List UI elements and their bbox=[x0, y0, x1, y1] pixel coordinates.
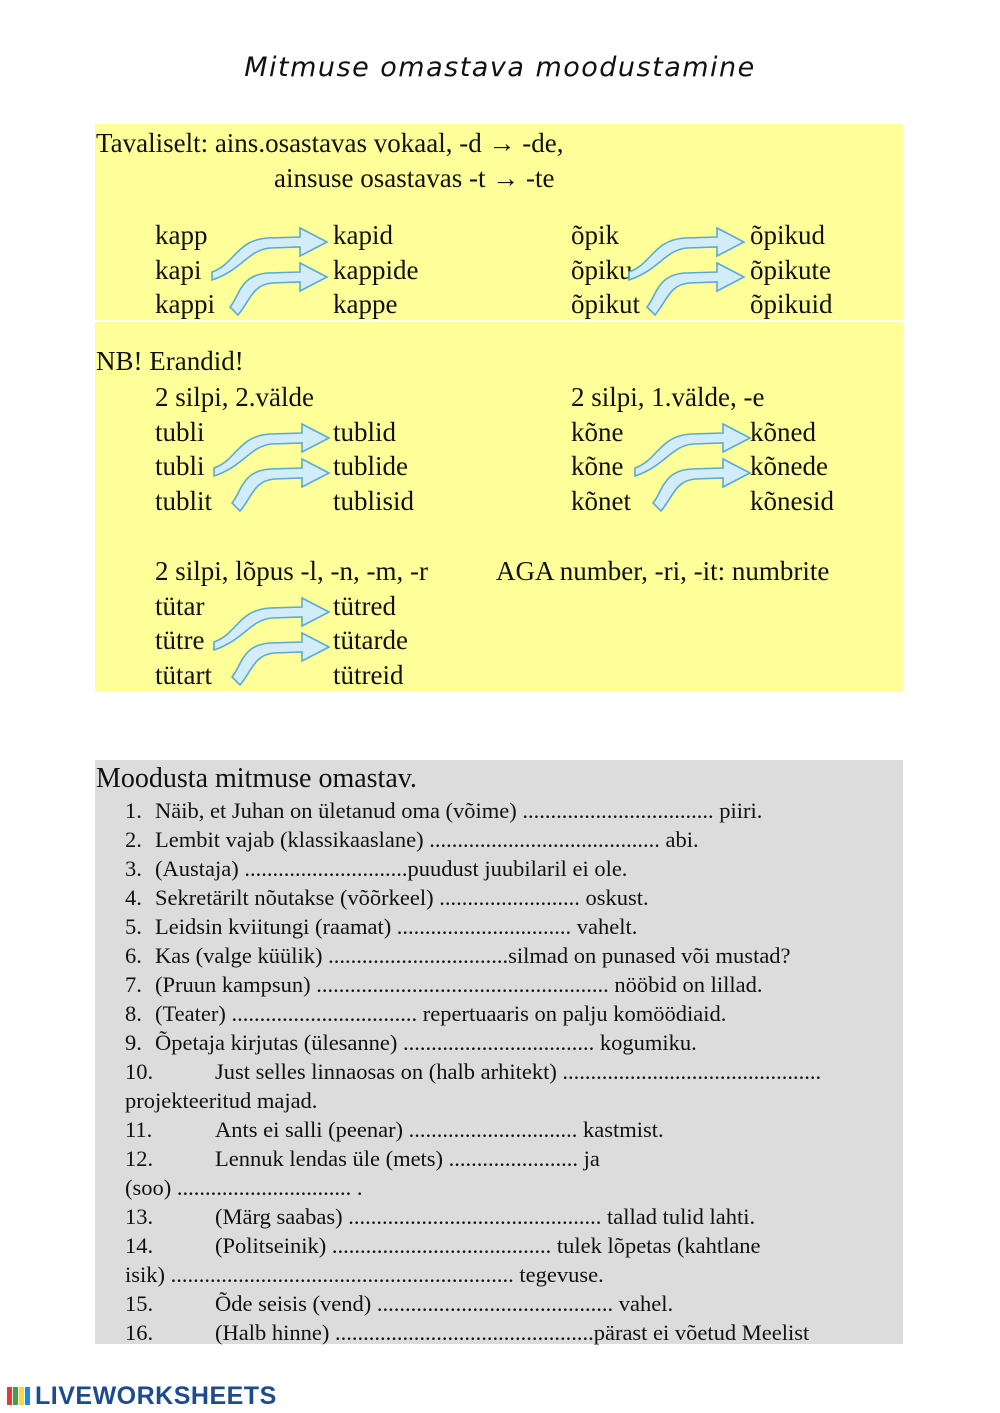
word-left: kõne bbox=[571, 417, 624, 447]
word-right: kappe bbox=[333, 289, 398, 319]
exercise-item: 16. (Halb hinne) ..............................................pärast ei võetud Meelist bbox=[125, 1320, 810, 1345]
logo-text: LIVEWORKSHEETS bbox=[35, 1381, 277, 1410]
exercise-item: 11. Ants ei salli (peenar) .............................. kastmist. bbox=[125, 1117, 664, 1142]
exercise-item: 13. (Märg saabas) ............................................. tallad tulid lahti. bbox=[125, 1204, 756, 1229]
exceptions-subheading: 2 silpi, 2.välde bbox=[155, 382, 314, 412]
exercise-item: 6. Kas (valge küülik) ................................silmad on punased või mustad? bbox=[125, 943, 791, 968]
word-right: kappide bbox=[333, 255, 419, 285]
word-left: kapi bbox=[155, 255, 202, 285]
word-right: tütarde bbox=[333, 625, 408, 655]
exercise-text: Lennuk lendas üle (mets) ....................... ja bbox=[215, 1146, 600, 1171]
curved-arrow-icon bbox=[212, 627, 332, 697]
exercise-text: (Märg saabas) ............................................. tallad tulid lahti. bbox=[215, 1204, 756, 1229]
exceptions-note: AGA number, -ri, -it: numbrite bbox=[496, 556, 830, 586]
word-left: kõne bbox=[571, 451, 624, 481]
word-left: tütart bbox=[155, 660, 212, 690]
exercise-continuation: (soo) ............................... . bbox=[125, 1175, 363, 1200]
word-left: tütar bbox=[155, 591, 205, 621]
word-right: tublisid bbox=[333, 486, 415, 516]
exercise-text: Kas (valge küülik) ................................silmad on punased või mustad? bbox=[155, 943, 791, 968]
exercise-item: 1. Näib, et Juhan on ületanud oma (võime) .................................. piiri. bbox=[125, 798, 763, 823]
word-left: õpikut bbox=[571, 289, 641, 319]
rule-line-2: ainsuse osastavas -t → -te bbox=[274, 163, 555, 193]
exercise-text: Ants ei salli (peenar) .............................. kastmist. bbox=[215, 1117, 664, 1142]
logo-icon bbox=[6, 1383, 32, 1409]
word-right: kõnesid bbox=[750, 486, 834, 516]
exercise-item: 14. (Politseinik) ....................................... tulek lõpetas (kahtlane bbox=[125, 1233, 761, 1258]
exercise-continuation: isik) ............................................................. tegevuse. bbox=[125, 1262, 604, 1287]
word-right: õpikuid bbox=[750, 289, 833, 319]
exercise-item: 9. Õpetaja kirjutas (ülesanne) .................................. kogumiku. bbox=[125, 1030, 697, 1055]
exceptions-subheading: 2 silpi, lõpus -l, -n, -m, -r bbox=[155, 556, 428, 586]
exercise-text: Lembit vajab (klassikaaslane) ......................................... abi. bbox=[155, 827, 699, 852]
exercise-text: (Pruun kampsun) .................................................... nööbid on lillad. bbox=[155, 972, 763, 997]
word-right: kõnede bbox=[750, 451, 828, 481]
exercise-text: (Halb hinne) ..............................................pärast ei võetud Meelist bbox=[215, 1320, 810, 1345]
word-right: õpikute bbox=[750, 255, 831, 285]
word-right: tütreid bbox=[333, 660, 404, 690]
word-left: kapp bbox=[155, 220, 208, 250]
exercise-item: 2. Lembit vajab (klassikaaslane) ......................................... abi. bbox=[125, 827, 699, 852]
liveworksheets-logo[interactable] bbox=[6, 1380, 277, 1412]
word-left: kappi bbox=[155, 289, 215, 319]
exercise-text: (Austaja) .............................puudust juubilaril ei ole. bbox=[155, 856, 628, 881]
exercise-item: 4. Sekretärilt nõutakse (võõrkeel) ......................... oskust. bbox=[125, 885, 649, 910]
curved-arrow-icon bbox=[210, 257, 330, 327]
word-left: õpiku bbox=[571, 255, 633, 285]
exercise-text: Just selles linnaosas on (halb arhitekt) .............................................. bbox=[215, 1059, 822, 1084]
word-left: tütre bbox=[155, 625, 205, 655]
exercise-text: (Politseinik) ....................................... tulek lõpetas (kahtlane bbox=[215, 1233, 761, 1258]
exercise-item: 5. Leidsin kviitungi (raamat) ............................... vahelt. bbox=[125, 914, 638, 939]
exercise-text: Õde seisis (vend) .......................................... vahel. bbox=[215, 1291, 674, 1316]
curved-arrow-icon bbox=[633, 453, 753, 523]
exercise-text: Leidsin kviitungi (raamat) ............................... vahelt. bbox=[155, 914, 638, 939]
word-right: tütred bbox=[333, 591, 396, 621]
exceptions-subheading: 2 silpi, 1.välde, -e bbox=[571, 382, 765, 412]
word-left: tubli bbox=[155, 451, 205, 481]
exceptions-heading: NB! Erandid! bbox=[96, 346, 244, 376]
exercise-item: 15. Õde seisis (vend) .......................................... vahel. bbox=[125, 1291, 674, 1316]
word-left: kõnet bbox=[571, 486, 631, 516]
exercise-item: 7. (Pruun kampsun) .................................................... nööbid on lillad. bbox=[125, 972, 763, 997]
exercise-heading: Moodusta mitmuse omastav. bbox=[96, 763, 417, 794]
exercise-item: 12. Lennuk lendas üle (mets) ....................... ja bbox=[125, 1146, 600, 1171]
curved-arrow-icon bbox=[212, 453, 332, 523]
exercise-item: 10. Just selles linnaosas on (halb arhitekt) .............................................. bbox=[125, 1059, 822, 1084]
word-right: tublide bbox=[333, 451, 408, 481]
exercise-item: 8. (Teater) ................................. repertuaaris on palju komöödiaid. bbox=[125, 1001, 727, 1026]
word-right: kapid bbox=[333, 220, 393, 250]
rule-line-1: Tavaliselt: ains.osastavas vokaal, -d → -de, bbox=[96, 128, 564, 158]
word-right: kõned bbox=[750, 417, 816, 447]
exercise-text: (Teater) ................................. repertuaaris on palju komöödiaid. bbox=[155, 1001, 727, 1026]
word-left: tublit bbox=[155, 486, 213, 516]
exercise-text: Näib, et Juhan on ületanud oma (võime) .................................. piiri. bbox=[155, 798, 763, 823]
curved-arrow-icon bbox=[627, 257, 747, 327]
word-left: õpik bbox=[571, 220, 620, 250]
exercise-text: Sekretärilt nõutakse (võõrkeel) ......................... oskust. bbox=[155, 885, 649, 910]
word-right: õpikud bbox=[750, 220, 826, 250]
exercise-text: Õpetaja kirjutas (ülesanne) .................................. kogumiku. bbox=[155, 1030, 697, 1055]
page-title: Mitmuse omastava moodustamine bbox=[244, 52, 756, 83]
word-right: tublid bbox=[333, 417, 397, 447]
word-left: tubli bbox=[155, 417, 205, 447]
exercise-item: 3. (Austaja) .............................puudust juubilaril ei ole. bbox=[125, 856, 628, 881]
exercise-continuation: projekteeritud majad. bbox=[125, 1088, 318, 1113]
